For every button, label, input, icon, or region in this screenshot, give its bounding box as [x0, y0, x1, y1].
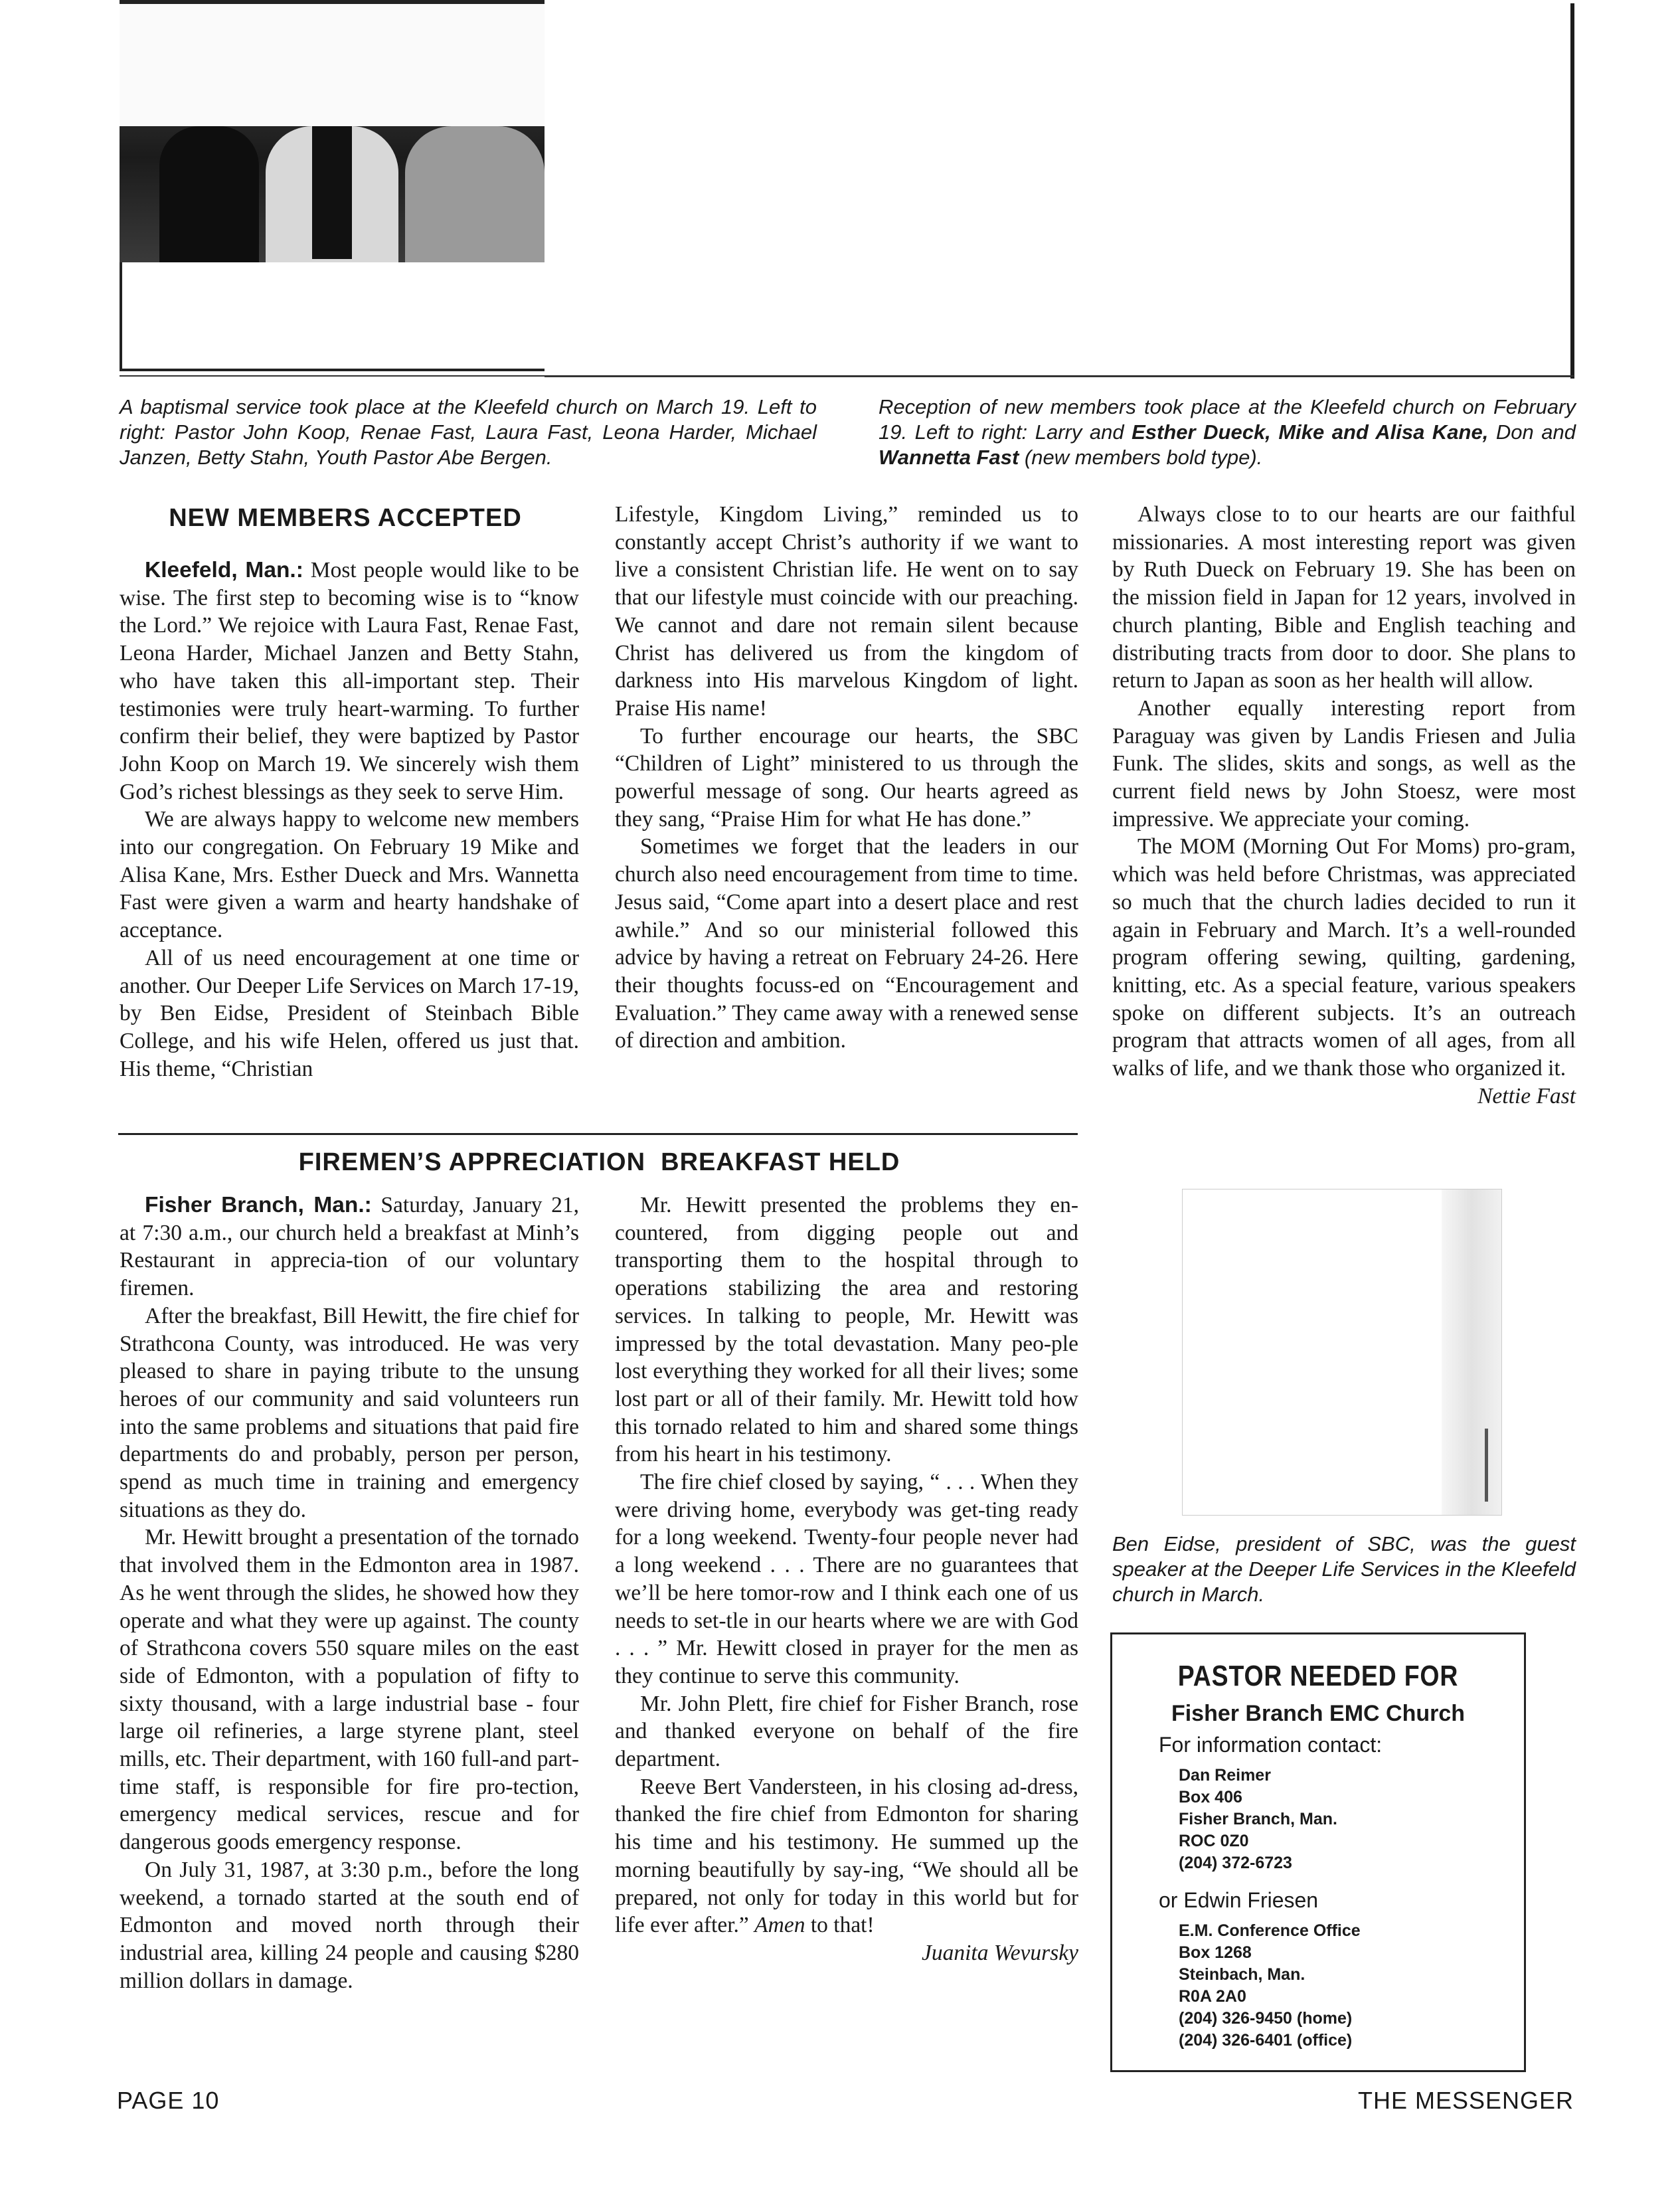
contact1-line: Dan Reimer: [1179, 1766, 1271, 1785]
baptism-photo-frame: [120, 262, 547, 371]
article1-p8: Another equally interesting report from Paraguay was given by Landis Friesen and Julia Funk. The slides, skits and songs, as well as the current field news by John Stoesz, were most impressive. We appreciate your coming.: [1112, 695, 1576, 832]
pastor-needed-box: [1110, 1632, 1526, 2072]
contact2-line: (204) 326-9450 (home): [1179, 2009, 1353, 2028]
article1-p5: To further encourage our hearts, the SBC “Children of Light” ministered to us through the powerful message of song. Our hearts agreed as they sang, “Praise Him for what He has done.”: [615, 723, 1078, 832]
amen-text: Amen: [754, 1913, 805, 1938]
dateline-kleefeld: Kleefeld, Man.:: [145, 558, 303, 582]
article2-p1: Saturday, January 21, at 7:30 a.m., our church held a breakfast at Minh’s Restaurant in apprecia-tion of our voluntary firemen.: [120, 1193, 579, 1301]
article1-p3: All of us need encouragement at one time or another. Our Deeper Life Services on March 17-19, by Ben Eidse, President of Steinbach Bible College, and his wife Helen, offered us just that. His theme, “Christian: [120, 945, 579, 1081]
contact2-line: Box 1268: [1179, 1943, 1252, 1962]
article2-p8-end: to that!: [805, 1913, 875, 1938]
article1-paragraph: [120, 557, 579, 806]
ben-eidse-photo: [1182, 1189, 1502, 1516]
article2-p6: The fire chief closed by saying, “ . . . When they were driving home, everybody was get-ting ready for a long weekend. Twenty-four people never had a long weekend . . . There are no guarantees that we’ll be here tomor-row and I think each one of us needs to set-tle in our hearts where we are with God . . . ” Mr. Hewitt closed in prayer for the men as they continue to serve this community.: [615, 1470, 1078, 1688]
article1-p4: Lifestyle, Kingdom Living,” reminded us to constantly accept Christ’s authority if we want to live a consistent Christian life. He went on to say that our lifestyle must coincide with our preaching. We cannot and dare not remain silent because Christ has delivered us from the kingdom of darkness into His marvelous Kingdom of light. Praise His name!: [615, 502, 1078, 721]
caption-baptism: A baptismal service took place at the Kleefeld church on March 19. Left to right: Pastor John Koop, Renae Fast, Laura Fast, Leona Harder, Michael Janzen, Betty Stahn, Youth Pastor Abe Bergen.: [120, 395, 817, 469]
article1-p1: Most people would like to be wise. The first step to becoming wise is to “know the Lord.” We rejoice with Laura Fast, Renae Fast, Leona Harder, Michael Janzen and Betty Stahn, who have taken this all-important step. Their testimonies were truly heart-warming. To further confirm their belief, they were baptized by Pastor John Koop on March 19. We sincerely wish them God’s richest blessings as they seek to serve Him.: [120, 558, 579, 804]
page-number: PAGE 10: [117, 2087, 220, 2114]
caption-ben-eidse: Ben Eidse, president of SBC, was the guest speaker at the Deeper Life Services in the Kleefeld church in March.: [1112, 1532, 1576, 1606]
contact2-line: R0A 2A0: [1179, 1987, 1246, 2006]
contact1-line: Fisher Branch, Man.: [1179, 1810, 1337, 1828]
contact-label: For information contact:: [1159, 1733, 1383, 1757]
caption-reception-bold-2: Wannetta Fast: [879, 446, 1019, 469]
article1-p6: Sometimes we forget that the leaders in our church also need encouragement from time to time. Jesus said, “Come apart into a desert place and rest awhile.” And so our ministerial followed this advice by having a retreat on February 24-26. Here their thoughts focuss-ed on “Encouragement and Evaluation.” They came away with a renewed sense of direction and ambition.: [615, 834, 1078, 1053]
article1-p2: We are always happy to welcome new members into our congregation. On February 19 Mike and Alisa Kane, Mrs. Esther Dueck and Mrs. Wannetta Fast were given a warm and hearty handshake of acceptance.: [120, 807, 579, 943]
caption-reception-text-3: (new members bold type).: [1019, 446, 1263, 469]
contact1-block: [1179, 1765, 1337, 1874]
article2-p5: Mr. Hewitt presented the problems they en-countered, from digging people out and transporting them to the hospital through to operations stabilizing the area and restoring services. In talking to people, Mr. Hewitt was impressed by the total devastation. Many peo-ple lost everything they worked for all their lives; some lost part or all of their family. Mr. Hewitt told how this tornado related to him and shared some things from his heart in his testimony.: [615, 1193, 1078, 1467]
or-label: or Edwin Friesen: [1159, 1888, 1319, 1912]
signature-nettie-fast: Nettie Fast: [1477, 1083, 1576, 1108]
reception-photo: [545, 3, 1570, 377]
caption-reception-text-1: Reception of new members took place at the Kleefeld church on February 19. Left to right: Larry and: [879, 395, 1576, 444]
contact1-line: Box 406: [1179, 1788, 1242, 1806]
article2-p7: Mr. John Plett, fire chief for Fisher Branch, rose and thanked everyone on behalf of the fire department.: [615, 1691, 1078, 1772]
article2-p3: Mr. Hewitt brought a presentation of the tornado that involved them in the Edmonton area in 1987. As he went through the slides, he showed how they operate and what they were up against. The county of Strathcona covers 550 square miles on the east side of Edmonton, with a population of fifty to sixty thousand, with a large industrial base - four large oil refineries, a large styrene plant, steel mills, etc. Their department, with 160 full-and part-time staff, is responsible for fire pro-tection, emergency medical services, rescue and for dangerous goods emergency response.: [120, 1525, 579, 1855]
publication-name: THE MESSENGER: [1357, 2087, 1574, 2114]
headline-firemens-breakfast: FIREMEN’S APPRECIATION BREAKFAST HELD: [298, 1148, 900, 1176]
article2-p8-wrap: [615, 1773, 1078, 1939]
article2-col1: [120, 1191, 579, 1994]
contact2-line: (204) 326-6401 (office): [1179, 2031, 1353, 2050]
baptism-photo: [120, 0, 545, 262]
contact1-line: (204) 372-6723: [1179, 1854, 1292, 1872]
article1-col3: [1112, 501, 1576, 1110]
contact2-line: E.M. Conference Office: [1179, 1921, 1361, 1940]
article2-p8: Reeve Bert Vandersteen, in his closing ad-dress, thanked the fire chief from Edmonton for sharing his time and his testimony. He summed up the morning beautifully by say-ing, “We should all be prepared, not only for today in this world but for life ever after.”: [615, 1774, 1078, 1938]
pastor-box-title: PASTOR NEEDED FOR: [1177, 1660, 1459, 1692]
article1-col2: [615, 501, 1078, 1055]
signature-juanita-wevursky: Juanita Wevursky: [922, 1940, 1078, 1965]
caption-reception: [879, 395, 1576, 470]
article2-paragraph: [120, 1191, 579, 1302]
contact2-line: Steinbach, Man.: [1179, 1965, 1305, 1984]
caption-reception-bold-1: Esther Dueck, Mike and Alisa Kane,: [1132, 420, 1489, 444]
contact1-line: ROC 0Z0: [1179, 1832, 1249, 1850]
article1-p9: The MOM (Morning Out For Moms) pro-gram, which was held before Christmas, was appreciated so much that the church ladies decided to run it again in February and March. It’s a well-rounded program offering sewing, quilting, gardening, knitting, etc. As a special feature, various speakers spoke on different subjects. It’s an outreach program that attracts women of all ages, from all walks of life, and we thank those who organized it.: [1112, 834, 1576, 1081]
caption-reception-text-2: Don and: [1488, 420, 1576, 444]
contact2-block: [1179, 1920, 1361, 2052]
section-divider: [118, 1133, 1078, 1135]
article2-p2: After the breakfast, Bill Hewitt, the fire chief for Strathcona County, was introduced. He was very pleased to share in paying tribute to the unsung heroes of our community and said volunteers run into the same problems and situations that paid fire departments do and probably, person per person, spend as much time in training and emergency situations as they do.: [120, 1303, 579, 1522]
dateline-fisher-branch: Fisher Branch, Man.:: [145, 1193, 372, 1217]
article2-col2: [615, 1191, 1078, 1967]
article1-p7: Always close to to our hearts are our faithful missionaries. A most interesting report was given by Ruth Dueck on February 19. She has been on the mission field in Japan for 12 years, involved in church planting, Bible and English teaching and distributing tracts from door to door. She plans to return to Japan as soon as her health will allow.: [1112, 502, 1576, 693]
pastor-box-subtitle: Fisher Branch EMC Church: [1171, 1701, 1466, 1726]
article1-col1: [120, 557, 579, 1083]
photo-rule: [120, 375, 1574, 377]
headline-new-members: NEW MEMBERS ACCEPTED: [169, 504, 522, 532]
article2-p4: On July 31, 1987, at 3:30 p.m., before the long weekend, a tornado started at the south end of Edmonton and moved north through their industrial area, killing 24 people and causing $280 million dollars in damage.: [120, 1857, 579, 1993]
photo-border: [1570, 3, 1574, 379]
